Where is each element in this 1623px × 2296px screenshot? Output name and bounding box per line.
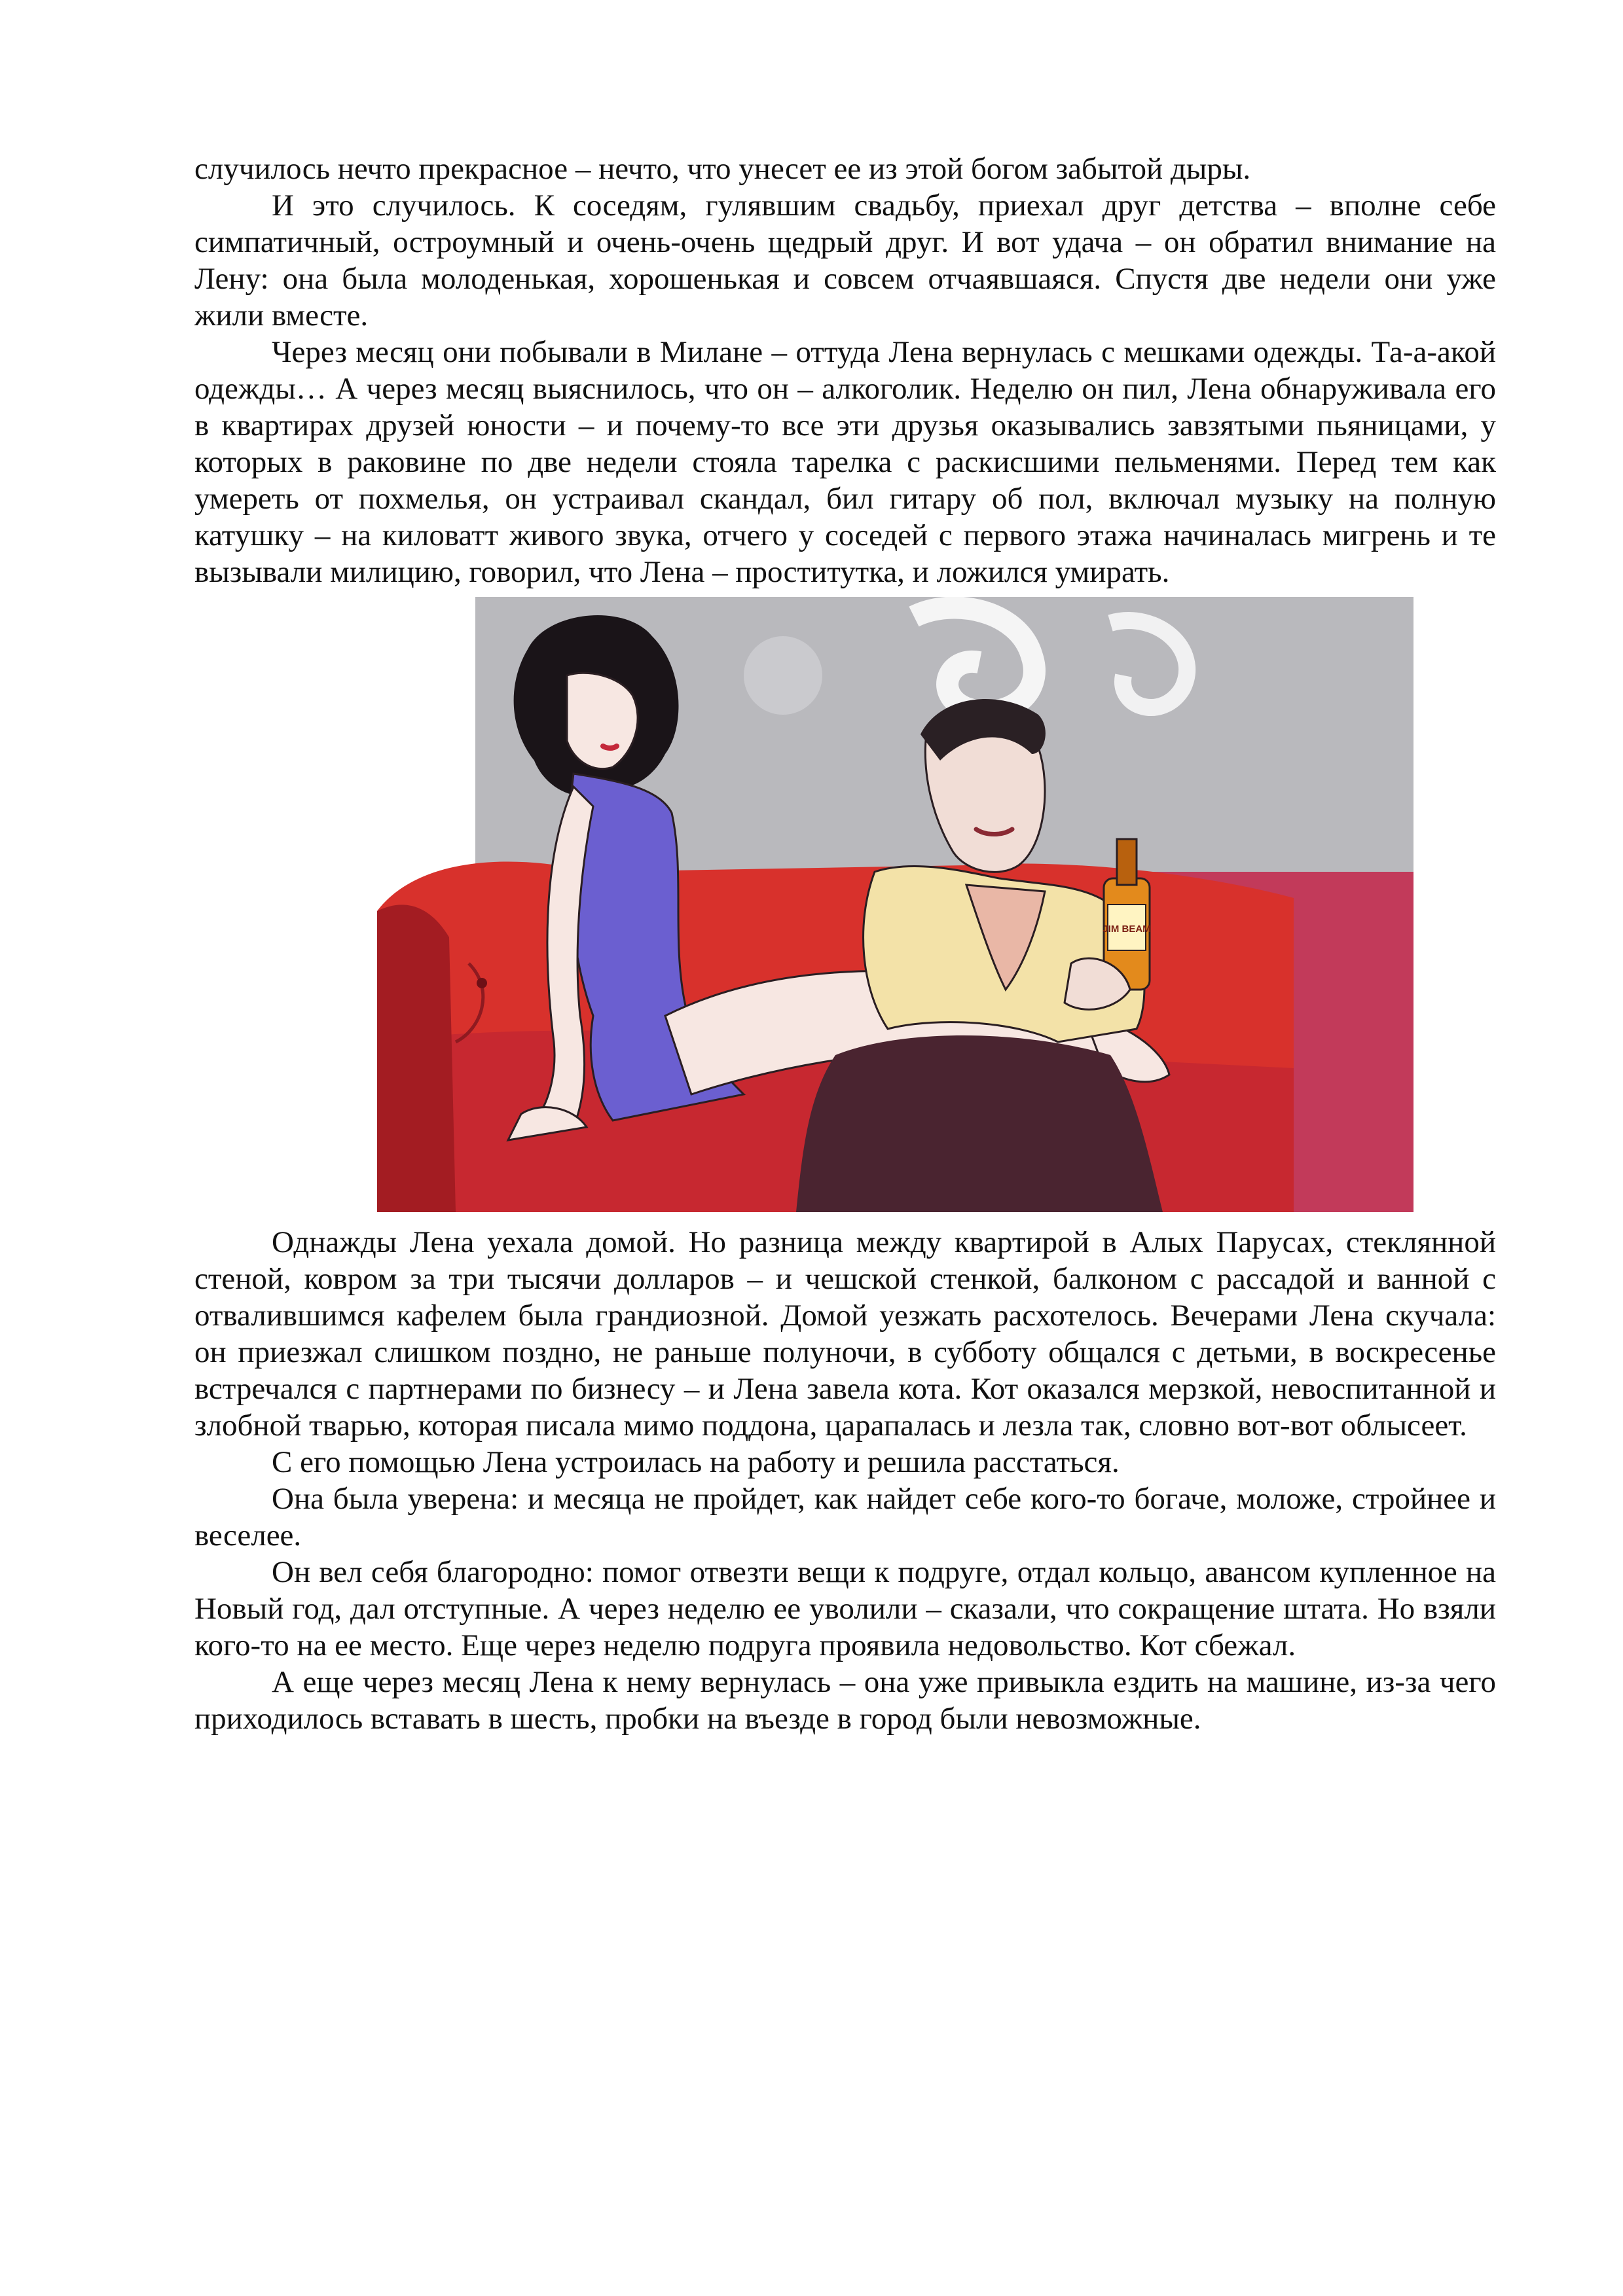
bottle-label-text: JIM BEAM — [1103, 924, 1151, 935]
paragraph-7: Он вел себя благородно: помог отвезти вещи к подруге, отдал кольцо, авансом купленное на Новый год, дал отступные. А через неделю ее уволили – сказали, что сокращение штата. Но взяли кого-то на ее место. Еще через неделю подруга проявила недовольство. Кот сбежал. — [194, 1555, 1496, 1662]
illustration — [377, 597, 1413, 1212]
man-pants — [796, 1035, 1163, 1212]
paragraph-8: А еще через месяц Лена к нему вернулась – она уже привыкла ездить на машине, из-за чего приходилось вставать в шесть, пробки на въезде в город были невозможные. — [194, 1665, 1496, 1736]
couple-on-sofa-illustration — [377, 597, 1413, 1212]
paragraph-6: Она была уверена: и месяца не пройдет, как найдет себе кого-то богаче, моложе, стройнее и веселее. — [194, 1482, 1496, 1552]
paragraph-3: Через месяц они побывали в Милане – оттуда Лена вернулась с мешками одежды. Та-а-акой одежды… А через месяц выяснилось, что он – алкоголик. Неделю он пил, Лена обнаруживала его в квартирах друзей юности – и почему-то все эти друзья оказывались завзятыми пьяницами, у которых в раковине по две недели стояла тарелка с раскисшими пельменями. Перед тем как умереть от похмелья, он устраивал скандал, бил гитару об пол, включал музыку на полную катушку – на киловатт живого звука, отчего у соседей с первого этажа начиналась мигрень и те вызывали милицию, говорил, что Лена – проститутка, и ложился умирать. — [194, 335, 1496, 589]
sofa-arm — [377, 905, 456, 1212]
paragraph-2: И это случилось. К соседям, гулявшим свадьбу, приехал друг детства – вполне себе симпатичный, остроумный и очень-очень щедрый друг. И вот удача – он обратил внимание на Лену: она была молоденькая, хорошенькая и совсем отчаявшаяся. Спустя две недели они уже жили вместе. — [194, 188, 1496, 332]
document-page — [194, 151, 1496, 1737]
paragraph-4: Однажды Лена уехала домой. Но разница между квартирой в Алых Парусах, стеклянной стеной, ковром за три тысячи долларов – и чешской стенкой, балконом с рассадой и ванной с отвалившимся кафелем была грандиозной. Домой уезжать расхотелось. Вечерами Лена скучала: он приезжал слишком поздно, не раньше полуночи, в субботу общался с детьми, в воскресенье встречался с партнерами по бизнесу – и Лена завела кота. Кот оказался мерзкой, невоспитанной и злобной тварью, которая писала мимо поддона, царапалась и лезла так, словно вот-вот облысеет. — [194, 1225, 1496, 1443]
paragraph-1: случилось нечто прекрасное – нечто, что унесет ее из этой богом забытой дыры. — [194, 152, 1251, 186]
paragraph-5: С его помощью Лена устроилась на работу и решила расстаться. — [272, 1445, 1120, 1479]
